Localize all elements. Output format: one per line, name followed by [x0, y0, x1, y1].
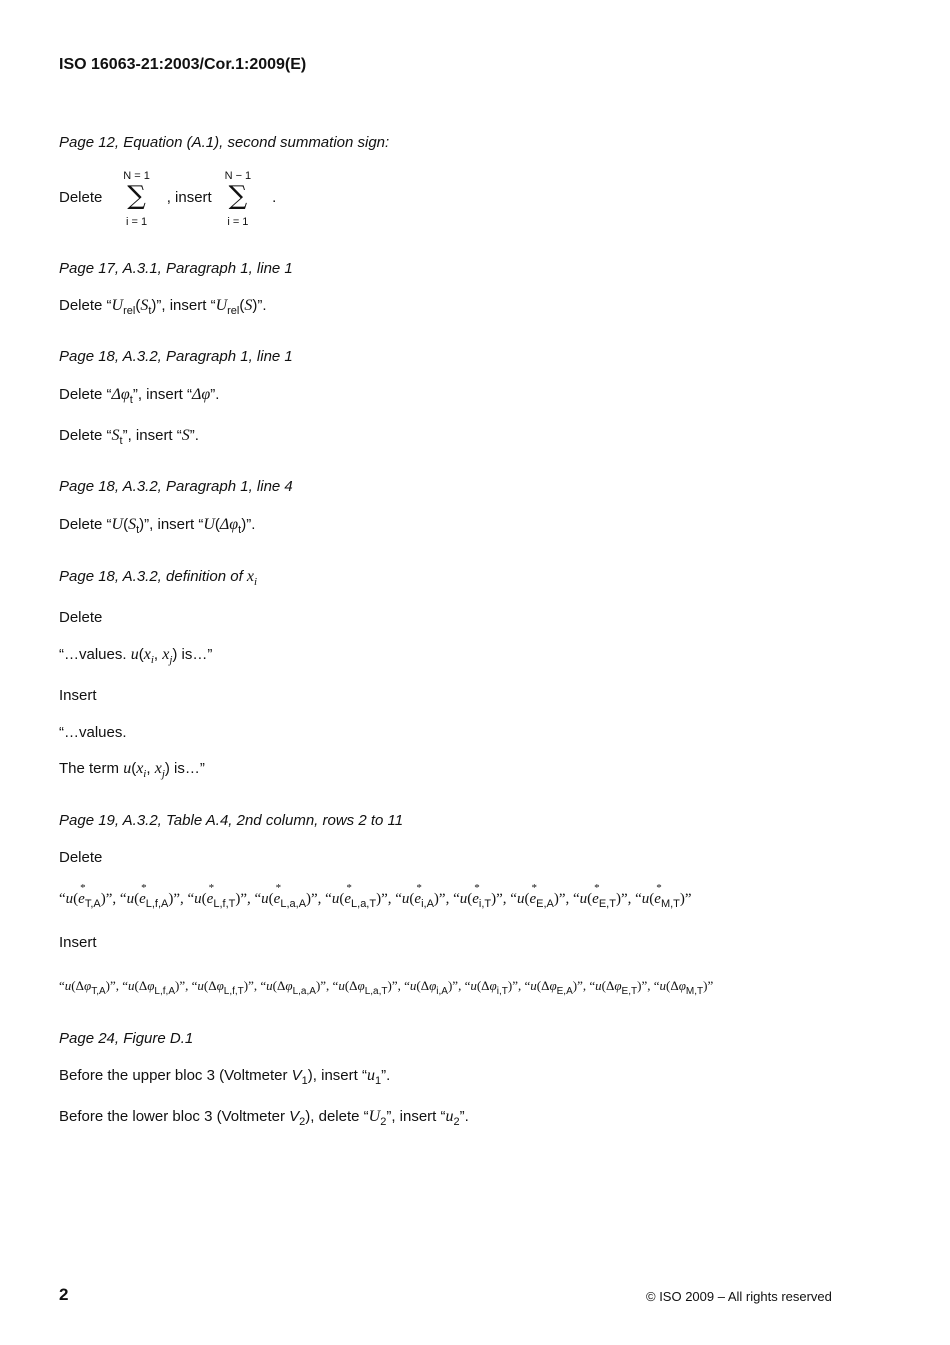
- text: ”, insert “: [144, 516, 204, 533]
- text: ”.: [381, 1067, 391, 1084]
- text: ”.: [257, 297, 267, 314]
- text: ”, insert “: [122, 427, 182, 444]
- subscript: L,f,A: [145, 898, 169, 910]
- subscript: t: [119, 435, 123, 447]
- math-var: Δφ: [192, 386, 211, 403]
- sigma-icon: ∑: [228, 181, 248, 211]
- math-var: U: [111, 516, 124, 533]
- insert-label: , insert: [166, 188, 212, 206]
- subscript: L,f,T: [213, 898, 236, 910]
- subscript: M,T: [660, 898, 680, 910]
- math-var: S: [181, 427, 190, 444]
- subscript: T,A: [91, 986, 106, 997]
- new-summation: [220, 170, 256, 228]
- subscript: 2: [453, 1116, 460, 1128]
- math-var: Δφ: [111, 386, 130, 403]
- text: ”, insert “: [156, 297, 216, 314]
- heading-text: Page 18, A.3.2, definition of: [59, 568, 243, 585]
- text: Before the upper bloc 3 (Voltmeter: [59, 1067, 292, 1084]
- end-period: .: [272, 188, 277, 206]
- subscript: E,T: [598, 898, 616, 910]
- subscript: 1: [374, 1075, 382, 1087]
- correction-line: [59, 1108, 469, 1128]
- math-var: U: [203, 516, 215, 533]
- subscript: i,A: [421, 898, 434, 910]
- text: ”.: [246, 516, 256, 533]
- document-id: ISO 16063-21:2003/Cor.1:2009(E): [59, 56, 307, 73]
- subscript: i: [254, 576, 258, 588]
- subscript: 2: [380, 1116, 387, 1128]
- subscript: L,a,T: [351, 898, 377, 910]
- subscript: M,T: [685, 986, 704, 997]
- new-lower-limit: i = 1: [227, 216, 249, 228]
- text: ), delete “: [305, 1108, 369, 1125]
- sigma-icon: ∑: [127, 181, 146, 211]
- text: is…”: [177, 646, 213, 663]
- text: “…values.: [59, 646, 131, 663]
- math-var: U: [368, 1108, 381, 1125]
- subscript: E,T: [621, 986, 638, 997]
- text: Delete “: [59, 386, 112, 403]
- section-heading: Page 19, A.3.2, Table A.4, 2nd column, rows 2 to 11: [59, 812, 404, 829]
- text: Before the lower bloc 3 (Voltmeter: [59, 1108, 290, 1125]
- section-heading: [59, 568, 257, 588]
- old-lower-limit: i = 1: [125, 216, 148, 228]
- section-heading: Page 18, A.3.2, Paragraph 1, line 4: [59, 478, 293, 495]
- correction-line: Delete “$U_{rel}(S_t)$”, insert “$U_{rel}(S)$”.: [59, 297, 267, 317]
- math-var: S: [128, 516, 137, 533]
- subscript: E,A: [536, 898, 554, 910]
- old-text-line: “…values. $u(x_i$, $x_j$) is…”: [59, 646, 213, 666]
- subscript: L,f,T: [223, 986, 244, 997]
- correction-line: [59, 427, 199, 447]
- delete-label: Delete: [59, 188, 103, 206]
- subscript: L,a,A: [280, 898, 307, 910]
- text: ), insert “: [307, 1067, 367, 1084]
- math-var: x: [246, 568, 255, 585]
- subscript: L,a,T: [364, 986, 388, 997]
- math-var: Δφ: [219, 516, 239, 533]
- text: ”.: [459, 1108, 469, 1125]
- subscript: T,A: [84, 898, 101, 910]
- section-heading: Page 12, Equation (A.1), second summation sign:: [59, 134, 390, 151]
- insert-label: Insert: [59, 934, 97, 951]
- subscript: t: [238, 524, 242, 536]
- text: Delete “: [59, 516, 112, 533]
- old-symbol-list: “u(e * $_{T,A}$)”, “u(e * $_{L,f,A}$)”, “u(e * $_{L,f,T}$)”, “u(e * $_{L,a,A}$)”, “u(e * $_{L,a,T}$)”, “u(e * $_{i,A}$)”, “u(e * $_{i,T}$)”, “u(e * $_{E,A}$)”, “u(e * $_{E,T}$)”, “u(e * $_{M,T}$)”: [59, 882, 692, 910]
- text: ”.: [189, 427, 199, 444]
- text: ”, insert “: [386, 1108, 446, 1125]
- subscript: i,T: [496, 986, 508, 997]
- math-var: S: [244, 297, 253, 314]
- section-heading: Page 24, Figure D.1: [59, 1030, 194, 1047]
- voltmeter-var: V: [289, 1108, 300, 1125]
- subscript: t: [148, 305, 152, 317]
- text: Delete “: [59, 427, 112, 444]
- text: is…”: [169, 760, 205, 777]
- text: The term: [59, 760, 124, 777]
- subscript: 1: [301, 1075, 308, 1087]
- subscript: rel: [123, 305, 136, 317]
- correction-line: [59, 386, 219, 406]
- copyright-notice: © ISO 2009 – All rights reserved: [646, 1289, 832, 1304]
- subscript: rel: [227, 305, 240, 317]
- math-var: u: [445, 1108, 454, 1125]
- delete-label: Delete: [59, 849, 103, 866]
- section-heading: Page 17, A.3.1, Paragraph 1, line 1: [59, 260, 293, 277]
- summation-line: [59, 170, 277, 228]
- new-symbol-list: “$u(\Delta\varphi_{T,A})$”, “$u(\Delta\varphi_{L,f,A})$”, “$u(\Delta\varphi_{L,f,T})$”, “$u(\Delta\varphi_{L,a,A})$”, “$u(\Delta\varphi_{L,a,T})$”, “$u(\Delta\varphi_{i,A})$”, “$u(\Delta\varphi_{i,T})$”, “$u(\Delta\varphi_{E,A})$”, “$u(\Delta\varphi_{E,T})$”, “$u(\Delta\varphi_{M,T})$”: [59, 978, 714, 997]
- math-var: u: [366, 1067, 375, 1084]
- delete-label: Delete: [59, 609, 103, 626]
- math-var: U: [111, 297, 124, 314]
- subscript: E,A: [556, 986, 573, 997]
- new-text-line: “…values.: [59, 724, 127, 741]
- new-upper-limit: N − 1: [224, 170, 252, 182]
- subscript: i,T: [478, 898, 492, 910]
- insert-label: Insert: [59, 687, 97, 704]
- math-var: S: [111, 427, 120, 444]
- subscript: i,A: [436, 986, 448, 997]
- math-var: U: [215, 297, 228, 314]
- old-summation: [119, 170, 155, 228]
- subscript: L,f,A: [154, 986, 175, 997]
- subscript: t: [136, 524, 140, 536]
- subscript: t: [129, 394, 133, 406]
- page-number: 2: [59, 1285, 69, 1304]
- subscript: 2: [299, 1116, 306, 1128]
- voltmeter-var: V: [291, 1067, 302, 1084]
- text: ”, insert “: [132, 386, 193, 403]
- correction-line: Delete “$U(S_t)$”, insert “$U(\Delta\varphi_t)$”.: [59, 516, 256, 536]
- math-var: S: [140, 297, 149, 314]
- subscript: L,a,A: [292, 986, 316, 997]
- text: Delete “: [59, 297, 112, 314]
- new-text-line: The term $u(x_i$, $x_j$) is…”: [59, 760, 205, 780]
- text: ”.: [210, 386, 220, 403]
- old-upper-limit: N = 1: [123, 170, 150, 182]
- correction-line: [59, 1067, 390, 1087]
- section-heading: Page 18, A.3.2, Paragraph 1, line 1: [59, 348, 293, 365]
